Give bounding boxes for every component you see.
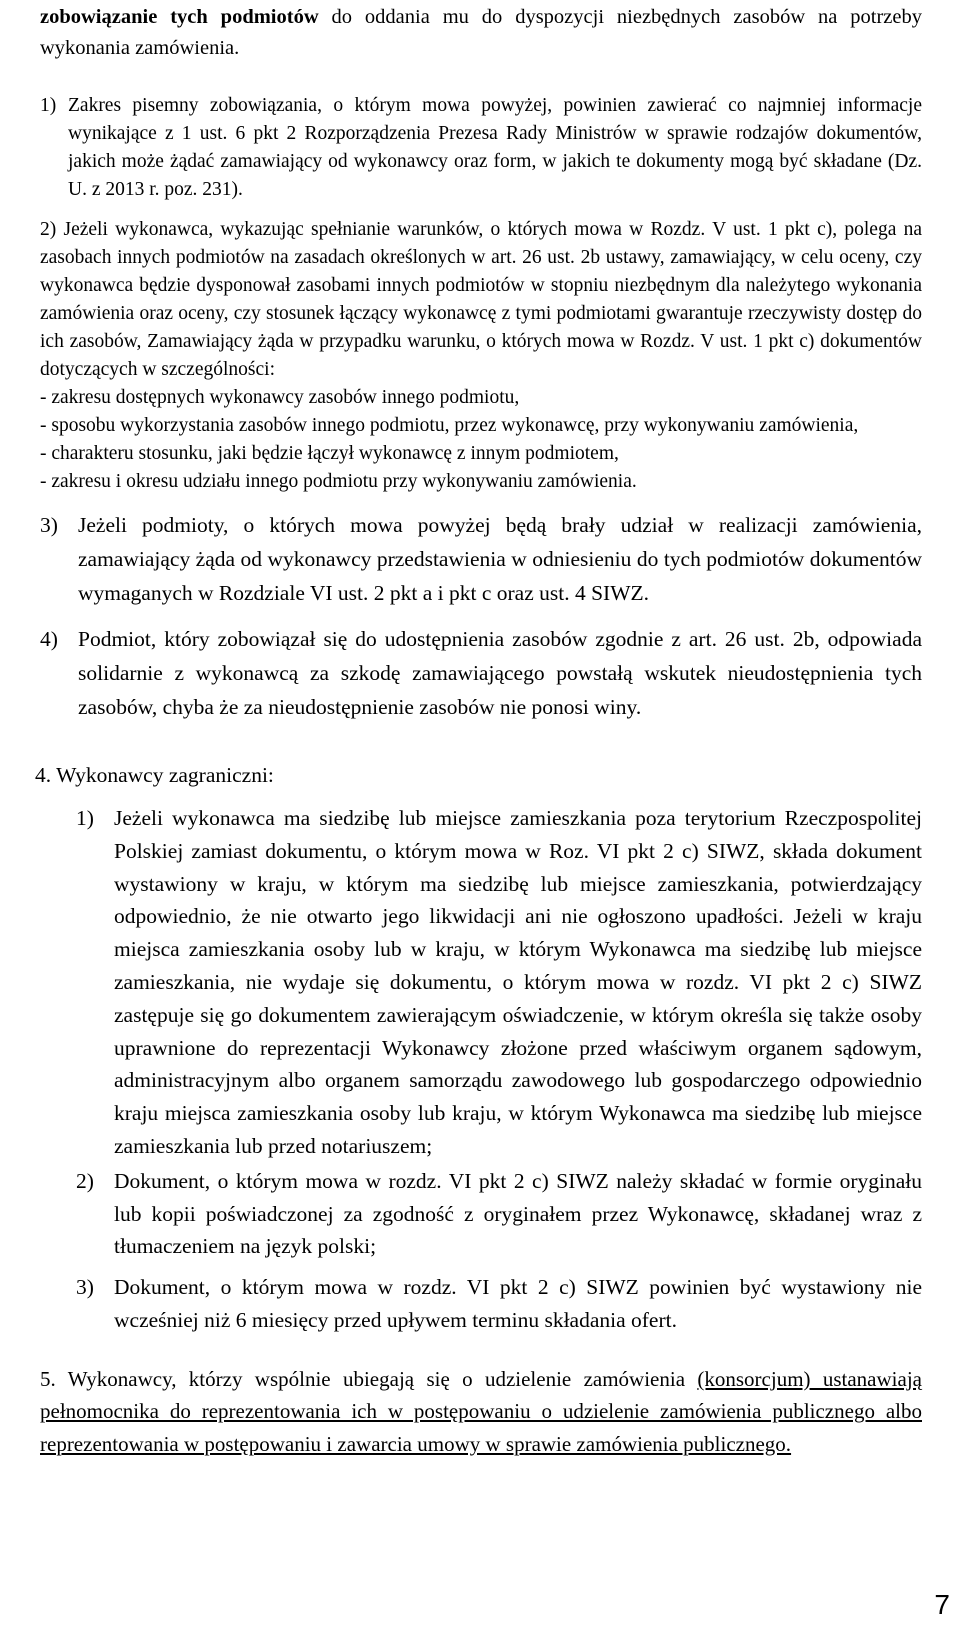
section-4-item-1-text: Jeżeli wykonawca ma siedzibę lub miejsce zamieszkania poza terytorium Rzeczpospolitej Polskiej zamiast dokumentu, o którym mowa w Roz. VI pkt 2 c) SIWZ, składa dokument wystawiony w kraju, w którym ma siedzibę lub miejsce zamieszkania, potwierdzający odpowiednio, że nie otwarto jego likwidacji ani nie ogłoszono upadłości. Jeżeli w kraju miejsca zamieszkania osoby lub w kraju, w którym Wykonawca ma siedzibę lub miejsce zamieszkania, nie wydaje się dokumentu, o którym mowa w rozdz. VI pkt 2 c) SIWZ zastępuje się go dokumentem zawierającym oświadczenie, w którym określa się także osoby uprawnione do reprezentacji Wykonawcy złożone przed właściwym organem sądowym, administracyjnym albo organem samorządu zawodowego lub gospodarczego odpowiednio kraju miejsca zamieszkania osoby lub kraju, w którym Wykonawca ma siedzibę lub miejsce zamieszkania lub przed notariuszem;	[114, 806, 922, 1158]
section-4-item-3-number: 3)	[76, 1275, 94, 1300]
intro-text: do oddania mu do dyspozycji niezbędnych zasobów na potrzeby wykonania zamówienia.	[40, 6, 922, 59]
list-item-3-text: Jeżeli podmioty, o których mowa powyżej będą brały udział w realizacji zamówienia, zamawiający żąda od wykonawcy przedstawienia w odniesieniu do tych podmiotów dokumentów wymaganych w Rozdziale VI ust. 2 pkt a i pkt c oraz ust. 4 SIWZ.	[78, 513, 922, 605]
intro-paragraph	[40, 2, 922, 64]
dash-item-3	[40, 440, 922, 468]
section-4-item-2-text: Dokument, o którym mowa w rozdz. VI pkt 2 c) SIWZ należy składać w formie oryginału lub kopii poświadczonej za zgodność z oryginałem przez Wykonawcę, składanej wraz z tłumaczeniem na język polski;	[114, 1168, 922, 1259]
dash-item-1	[40, 384, 922, 412]
dash-item-4	[40, 468, 922, 496]
list-item-2-text	[40, 216, 922, 384]
dash-item-1-text: - zakresu dostępnych wykonawcy zasobów innego podmiotu,	[40, 387, 520, 408]
list-item-4-text: Podmiot, który zobowiązał się do udostępnienia zasobów zgodnie z art. 26 ust. 2b, odpowiada solidarnie z wykonawcą za szkodę zamawiającego powstałą wskutek nieudostępnienia tych zasobów, chyba że za nieudostępnienie zasobów nie ponosi winy.	[78, 627, 922, 719]
section-5-number: 5.	[40, 1366, 56, 1391]
section-5-plain-text: Wykonawcy, którzy wspólnie ubiegają się o udzielenie zamówienia	[67, 1366, 698, 1391]
section-5-underlined-text: (konsorcjum) ustanawiają pełnomocnika do reprezentowania ich w postępowaniu o udzielenie zamówienia publicznego albo reprezentowania w postępowaniu i zawarcia umowy w sprawie zamówienia publicznego.	[40, 1366, 922, 1456]
list-item-4-number: 4)	[40, 627, 58, 651]
list-item-1-number: 1)	[40, 95, 57, 116]
section-5	[40, 1363, 922, 1461]
list-item-3	[40, 508, 922, 610]
list-item-4	[40, 622, 922, 724]
list-item-3-number: 3)	[40, 513, 58, 537]
intro-bold-text: zobowiązanie tych podmiotów	[40, 6, 319, 28]
section-4-item-1	[76, 802, 922, 1163]
list-item-1-text: Zakres pisemny zobowiązania, o którym mowa powyżej, powinien zawierać co najmniej informacje wynikające z 1 ust. 6 pkt 2 Rozporządzenia Prezesa Rady Ministrów w sprawie rodzajów dokumentów, jakich może żądać zamawiający od wykonawcy oraz form, w jakich te dokumenty mogą być składane (Dz. U. z 2013 r. poz. 231).	[68, 95, 922, 200]
section-4-item-3-text: Dokument, o którym mowa w rozdz. VI pkt 2 c) SIWZ powinien być wystawiony nie wcześniej niż 6 miesięcy przed upływem terminu składania ofert.	[114, 1275, 922, 1332]
section-4-item-2-number: 2)	[76, 1168, 94, 1193]
list-item-2-body: Jeżeli wykonawca, wykazując spełnianie warunków, o których mowa w Rozdz. V ust. 1 pkt c), polega na zasobach innych podmiotów na zasadach określonych w art. 26 ust. 2b ustawy, zamawiający, w celu oceny, czy wykonawca będzie dysponował zasobami innych podmiotów w stopniu niezbędnym dla należytego wykonania zamówienia oraz oceny, czy stosunek łączący wykonawcę z tymi podmiotami gwarantuje rzeczywisty dostęp do ich zasobów, Zamawiający żąda w przypadku warunku, o których mowa w Rozdz. V ust. 1 pkt c) dokumentów dotyczących w szczególności:	[40, 219, 922, 380]
list-item-2	[40, 216, 922, 496]
section-4-item-3	[76, 1271, 922, 1337]
list-item-2-number: 2)	[40, 219, 57, 240]
section-4-item-1-number: 1)	[76, 806, 94, 830]
dash-item-3-text: - charakteru stosunku, jaki będzie łączył wykonawcę z innym podmiotem,	[40, 443, 619, 464]
section-4-item-2	[76, 1165, 922, 1263]
dash-item-2-text: - sposobu wykorzystania zasobów innego podmiotu, przez wykonawcę, przy wykonywaniu zamówienia,	[40, 415, 859, 436]
page-number: 7	[934, 1589, 950, 1620]
document-page	[35, 2, 922, 1460]
section-5-text	[40, 1363, 922, 1461]
section-4-list	[76, 802, 922, 1337]
dash-item-2	[40, 412, 922, 440]
section-4-heading: 4. Wykonawcy zagraniczni:	[35, 763, 274, 787]
dash-item-4-text: - zakresu i okresu udziału innego podmiotu przy wykonywaniu zamówienia.	[40, 471, 637, 492]
list-item-1	[40, 92, 922, 204]
